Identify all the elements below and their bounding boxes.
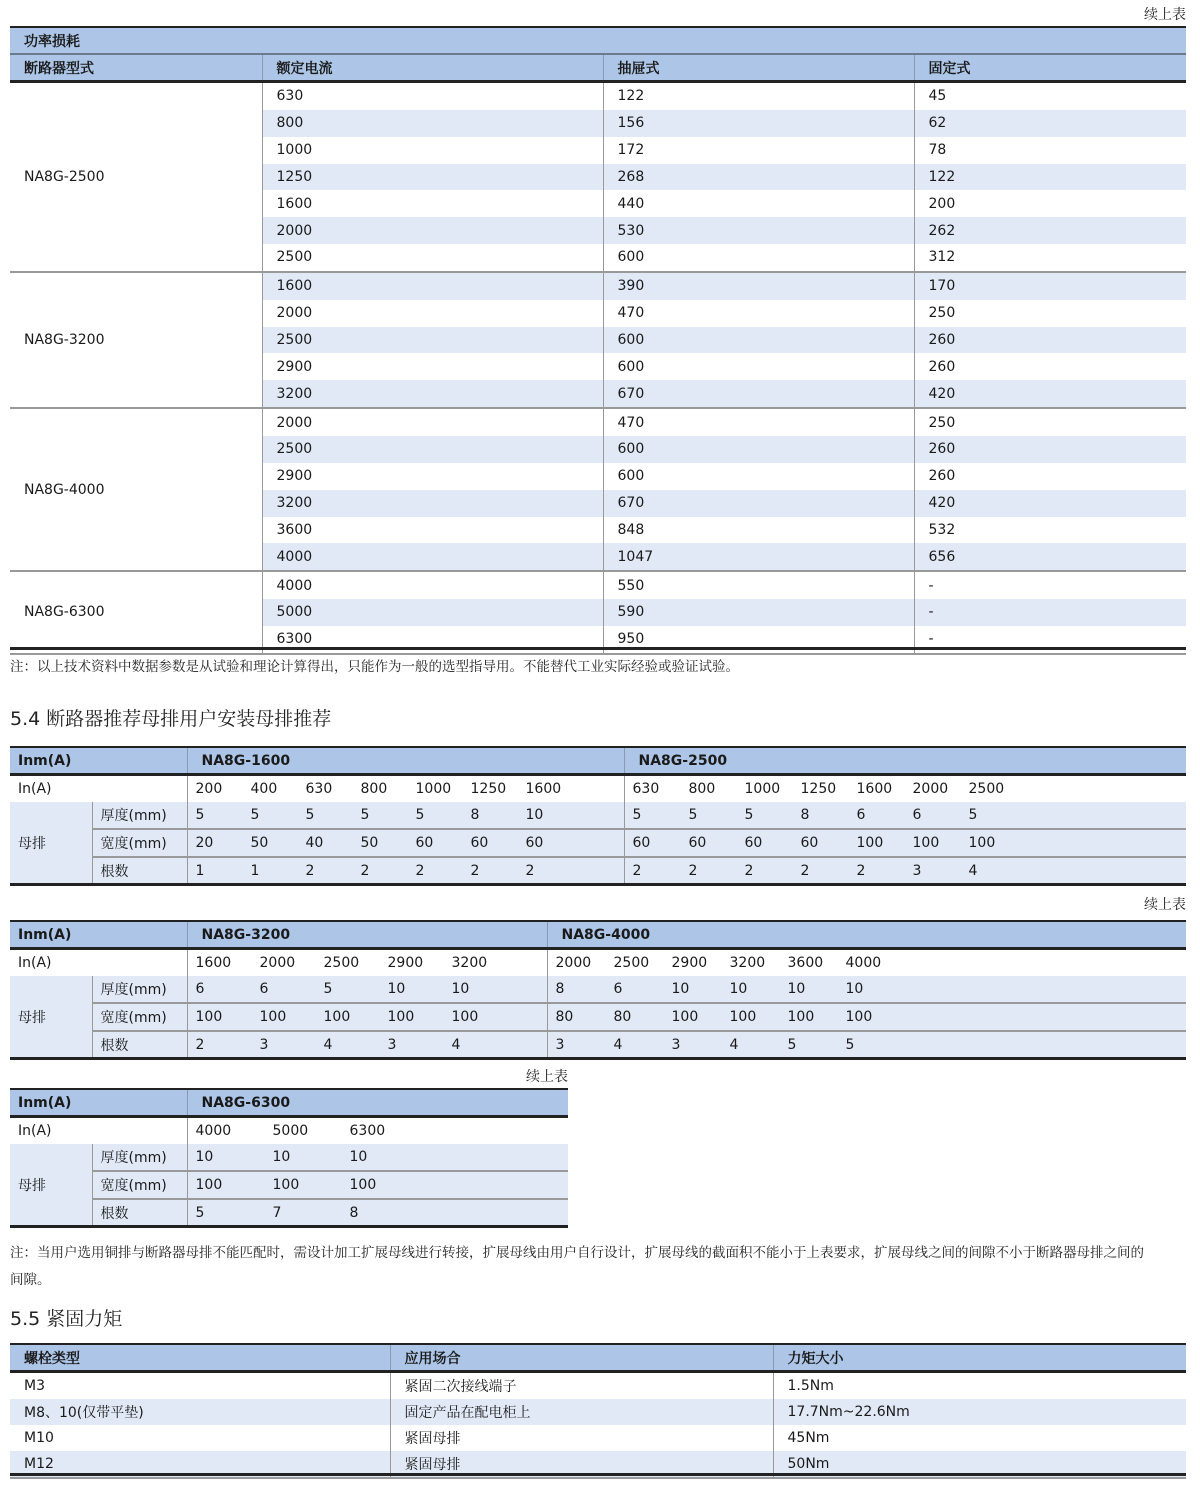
count-value: 8 bbox=[349, 1205, 359, 1221]
in-row bbox=[10, 1117, 568, 1145]
width-value: 100 bbox=[912, 835, 940, 851]
table-bottom-rule bbox=[10, 647, 1186, 650]
bolt-type: M12 bbox=[10, 1451, 390, 1478]
drawout-loss: 600 bbox=[603, 436, 914, 463]
in-value: 1250 bbox=[800, 781, 837, 797]
thickness-value: 6 bbox=[259, 981, 269, 997]
count-value: 2 bbox=[415, 863, 425, 879]
fixed-loss: 262 bbox=[914, 217, 1186, 244]
drawout-loss: 600 bbox=[603, 244, 914, 272]
busbar-table-1 bbox=[10, 746, 1186, 886]
count-value: 2 bbox=[688, 863, 698, 879]
section-5-4-title: 5.4 断路器推荐母排用户安装母排推荐 bbox=[10, 708, 332, 730]
thickness-value: 8 bbox=[800, 807, 810, 823]
in-value: 3200 bbox=[729, 955, 766, 971]
count-value: 2 bbox=[525, 863, 535, 879]
drawout-loss: 530 bbox=[603, 217, 914, 244]
fixed-loss: 250 bbox=[914, 300, 1186, 327]
fixed-loss: 260 bbox=[914, 327, 1186, 354]
rated-current: 1250 bbox=[262, 164, 603, 191]
in-value: 3200 bbox=[451, 955, 488, 971]
width-value: 50 bbox=[360, 835, 379, 851]
busbar-label: 母排 bbox=[10, 1144, 92, 1227]
drawout-loss: 122 bbox=[603, 82, 914, 110]
header-application: 应用场合 bbox=[390, 1344, 773, 1372]
count-value: 4 bbox=[729, 1037, 739, 1053]
width-values bbox=[547, 1003, 1186, 1031]
width-values bbox=[187, 1171, 568, 1199]
count-value: 7 bbox=[272, 1205, 282, 1221]
model-name: NA8G-6300 bbox=[187, 1089, 568, 1117]
fixed-loss: - bbox=[914, 599, 1186, 626]
width-value: 60 bbox=[525, 835, 544, 851]
thickness-value: 5 bbox=[744, 807, 754, 823]
in-value: 630 bbox=[305, 781, 333, 797]
rated-current: 3200 bbox=[262, 380, 603, 408]
rated-current: 3600 bbox=[262, 517, 603, 544]
fixed-loss: 260 bbox=[914, 463, 1186, 490]
header-model: 断路器型式 bbox=[10, 54, 262, 82]
in-value: 2500 bbox=[613, 955, 650, 971]
model-name: NA8G-1600 bbox=[187, 747, 624, 775]
busbar-label: 母排 bbox=[10, 802, 92, 885]
fixed-loss: 250 bbox=[914, 408, 1186, 436]
torque-row bbox=[10, 1372, 1186, 1400]
table-row bbox=[10, 82, 1186, 110]
width-values bbox=[624, 829, 1186, 857]
width-value: 60 bbox=[800, 835, 819, 851]
rated-current: 1600 bbox=[262, 272, 603, 300]
count-label: 根数 bbox=[92, 1031, 187, 1059]
in-value: 4000 bbox=[845, 955, 882, 971]
in-values bbox=[624, 775, 1186, 803]
fixed-loss: 78 bbox=[914, 137, 1186, 164]
in-values bbox=[547, 949, 1186, 977]
in-value: 4000 bbox=[195, 1123, 232, 1139]
drawout-loss: 848 bbox=[603, 517, 914, 544]
in-label: In(A) bbox=[10, 775, 187, 803]
drawout-loss: 600 bbox=[603, 327, 914, 354]
application: 紧固母排 bbox=[390, 1451, 773, 1478]
count-values bbox=[624, 857, 1186, 885]
busbar-table-2 bbox=[10, 920, 1186, 1060]
drawout-loss: 156 bbox=[603, 110, 914, 137]
thickness-values bbox=[624, 802, 1186, 829]
width-value: 40 bbox=[305, 835, 324, 851]
fixed-loss: 260 bbox=[914, 436, 1186, 463]
torque-value: 1.5Nm bbox=[773, 1372, 1186, 1400]
header-drawout: 抽屉式 bbox=[603, 54, 914, 82]
thickness-value: 5 bbox=[415, 807, 425, 823]
fixed-loss: - bbox=[914, 571, 1186, 599]
count-values bbox=[547, 1031, 1186, 1059]
count-value: 2 bbox=[305, 863, 315, 879]
thickness-value: 5 bbox=[688, 807, 698, 823]
fixed-loss: - bbox=[914, 626, 1186, 654]
width-value: 100 bbox=[272, 1177, 300, 1193]
width-value: 100 bbox=[323, 1009, 351, 1025]
count-value: 2 bbox=[856, 863, 866, 879]
width-row bbox=[10, 1171, 568, 1199]
thickness-value: 5 bbox=[305, 807, 315, 823]
rated-current: 4000 bbox=[262, 543, 603, 571]
rated-current: 4000 bbox=[262, 571, 603, 599]
thickness-value: 6 bbox=[613, 981, 623, 997]
rated-current: 2500 bbox=[262, 327, 603, 354]
fixed-loss: 45 bbox=[914, 82, 1186, 110]
rated-current: 630 bbox=[262, 82, 603, 110]
rated-current: 5000 bbox=[262, 599, 603, 626]
busbar-table-3 bbox=[10, 1088, 568, 1228]
rated-current: 1000 bbox=[262, 137, 603, 164]
count-value: 5 bbox=[787, 1037, 797, 1053]
thickness-value: 8 bbox=[555, 981, 565, 997]
count-value: 4 bbox=[451, 1037, 461, 1053]
drawout-loss: 590 bbox=[603, 599, 914, 626]
width-value: 60 bbox=[688, 835, 707, 851]
torque-value: 50Nm bbox=[773, 1451, 1186, 1478]
rated-current: 2900 bbox=[262, 353, 603, 380]
table-row bbox=[10, 571, 1186, 599]
thickness-value: 5 bbox=[250, 807, 260, 823]
power-loss-title: 功率损耗 bbox=[10, 27, 1186, 54]
thickness-row bbox=[10, 1144, 568, 1171]
count-label: 根数 bbox=[92, 1199, 187, 1227]
in-value: 3600 bbox=[787, 955, 824, 971]
count-value: 4 bbox=[323, 1037, 333, 1053]
thickness-values bbox=[187, 1144, 568, 1171]
note-busbar-line1: 注：当用户选用铜排与断路器母排不能匹配时，需设计加工扩展母线进行转接，扩展母线由用户自行设计，扩展母线的截面积不能小于上表要求，扩展母线之间的间隙不小于断路器母排之间的 bbox=[10, 1245, 1144, 1261]
fixed-loss: 420 bbox=[914, 380, 1186, 408]
drawout-loss: 440 bbox=[603, 190, 914, 217]
count-values bbox=[187, 857, 624, 885]
width-value: 100 bbox=[729, 1009, 757, 1025]
application: 紧固二次接线端子 bbox=[390, 1372, 773, 1400]
width-value: 100 bbox=[451, 1009, 479, 1025]
width-value: 100 bbox=[195, 1177, 223, 1193]
application: 固定产品在配电柜上 bbox=[390, 1399, 773, 1425]
fixed-loss: 62 bbox=[914, 110, 1186, 137]
in-value: 2500 bbox=[968, 781, 1005, 797]
section-5-5-title: 5.5 紧固力矩 bbox=[10, 1308, 123, 1330]
thickness-value: 8 bbox=[470, 807, 480, 823]
thickness-value: 5 bbox=[360, 807, 370, 823]
torque-value: 45Nm bbox=[773, 1425, 1186, 1451]
busbar-header-row bbox=[10, 921, 1186, 949]
inm-label: Inm(A) bbox=[10, 747, 187, 775]
count-value: 2 bbox=[470, 863, 480, 879]
thickness-value: 6 bbox=[912, 807, 922, 823]
thickness-value: 5 bbox=[632, 807, 642, 823]
drawout-loss: 600 bbox=[603, 463, 914, 490]
width-label: 宽度(mm) bbox=[92, 829, 187, 857]
table-row bbox=[10, 272, 1186, 300]
table-bottom-rule bbox=[10, 883, 1186, 886]
in-value: 2000 bbox=[555, 955, 592, 971]
in-row bbox=[10, 775, 1186, 803]
drawout-loss: 172 bbox=[603, 137, 914, 164]
width-value: 100 bbox=[195, 1009, 223, 1025]
drawout-loss: 670 bbox=[603, 380, 914, 408]
width-value: 100 bbox=[787, 1009, 815, 1025]
width-value: 100 bbox=[845, 1009, 873, 1025]
bolt-type: M10 bbox=[24, 1430, 54, 1446]
drawout-loss: 470 bbox=[603, 300, 914, 327]
in-value: 400 bbox=[250, 781, 278, 797]
torque-value: 17.7Nm~22.6Nm bbox=[773, 1399, 1186, 1425]
width-values bbox=[187, 829, 624, 857]
in-value: 1250 bbox=[470, 781, 507, 797]
fixed-loss: 200 bbox=[914, 190, 1186, 217]
table-row bbox=[10, 408, 1186, 436]
count-value: 5 bbox=[195, 1205, 205, 1221]
table-bottom-rule bbox=[10, 1057, 1186, 1060]
drawout-loss: 470 bbox=[603, 408, 914, 436]
width-value: 80 bbox=[613, 1009, 632, 1025]
torque-row bbox=[10, 1399, 1186, 1425]
thickness-value: 10 bbox=[451, 981, 470, 997]
busbar-header-row bbox=[10, 1089, 568, 1117]
application: 紧固母排 bbox=[390, 1425, 773, 1451]
in-label: In(A) bbox=[10, 949, 187, 977]
thickness-value: 6 bbox=[195, 981, 205, 997]
rated-current: 2500 bbox=[262, 244, 603, 272]
rated-current: 6300 bbox=[262, 626, 603, 654]
width-value: 60 bbox=[632, 835, 651, 851]
thickness-value: 10 bbox=[671, 981, 690, 997]
thickness-value: 10 bbox=[845, 981, 864, 997]
thickness-value: 6 bbox=[856, 807, 866, 823]
fixed-loss: 312 bbox=[914, 244, 1186, 272]
note-busbar-line2: 间隙。 bbox=[10, 1272, 51, 1288]
fixed-loss: 420 bbox=[914, 490, 1186, 517]
in-value: 2500 bbox=[323, 955, 360, 971]
torque-row bbox=[10, 1425, 1186, 1451]
count-label: 根数 bbox=[92, 857, 187, 885]
busbar-header-row bbox=[10, 747, 1186, 775]
busbar-label: 母排 bbox=[10, 976, 92, 1059]
breaker-model: NA8G-6300 bbox=[10, 571, 262, 654]
count-row bbox=[10, 1199, 568, 1227]
width-row bbox=[10, 1003, 1186, 1031]
count-value: 3 bbox=[671, 1037, 681, 1053]
width-label: 宽度(mm) bbox=[92, 1171, 187, 1199]
thickness-value: 10 bbox=[272, 1149, 291, 1165]
count-value: 1 bbox=[250, 863, 260, 879]
drawout-loss: 600 bbox=[603, 353, 914, 380]
in-row bbox=[10, 949, 1186, 977]
fixed-loss: 122 bbox=[914, 164, 1186, 191]
fixed-loss: 532 bbox=[914, 517, 1186, 544]
count-value: 4 bbox=[968, 863, 978, 879]
thickness-values bbox=[187, 976, 547, 1003]
width-value: 100 bbox=[387, 1009, 415, 1025]
in-value: 1600 bbox=[195, 955, 232, 971]
drawout-loss: 1047 bbox=[603, 543, 914, 571]
width-value: 20 bbox=[195, 835, 214, 851]
fixed-loss: 170 bbox=[914, 272, 1186, 300]
in-value: 6300 bbox=[349, 1123, 386, 1139]
width-label: 宽度(mm) bbox=[92, 1003, 187, 1031]
in-value: 630 bbox=[632, 781, 660, 797]
rated-current: 2000 bbox=[262, 300, 603, 327]
breaker-model: NA8G-4000 bbox=[10, 408, 262, 571]
thickness-values bbox=[547, 976, 1186, 1003]
width-value: 60 bbox=[744, 835, 763, 851]
in-value: 200 bbox=[195, 781, 223, 797]
count-value: 5 bbox=[845, 1037, 855, 1053]
count-row bbox=[10, 857, 1186, 885]
thickness-value: 5 bbox=[195, 807, 205, 823]
bolt-type: M3 bbox=[24, 1378, 45, 1394]
thickness-value: 10 bbox=[787, 981, 806, 997]
thickness-value: 10 bbox=[349, 1149, 368, 1165]
thickness-value: 5 bbox=[323, 981, 333, 997]
breaker-model: NA8G-2500 bbox=[10, 82, 262, 272]
in-values bbox=[187, 949, 547, 977]
in-values bbox=[187, 1117, 568, 1145]
rated-current: 2000 bbox=[262, 408, 603, 436]
inm-label: Inm(A) bbox=[10, 921, 187, 949]
in-value: 1000 bbox=[415, 781, 452, 797]
rated-current: 2000 bbox=[262, 217, 603, 244]
width-value: 100 bbox=[349, 1177, 377, 1193]
header-torque: 力矩大小 bbox=[773, 1344, 1186, 1372]
in-value: 2900 bbox=[387, 955, 424, 971]
model-name: NA8G-3200 bbox=[187, 921, 547, 949]
thickness-value: 10 bbox=[525, 807, 544, 823]
drawout-loss: 268 bbox=[603, 164, 914, 191]
count-value: 2 bbox=[195, 1037, 205, 1053]
width-value: 100 bbox=[856, 835, 884, 851]
in-value: 800 bbox=[360, 781, 388, 797]
note-power-loss: 注：以上技术资料中数据参数是从试验和理论计算得出，只能作为一般的选型指导用。不能替代工业实际经验或验证试验。 bbox=[10, 659, 739, 675]
width-value: 100 bbox=[259, 1009, 287, 1025]
in-value: 2000 bbox=[259, 955, 296, 971]
continued-label: 续上表 bbox=[1144, 7, 1186, 23]
count-value: 2 bbox=[800, 863, 810, 879]
drawout-loss: 550 bbox=[603, 571, 914, 599]
count-value: 2 bbox=[744, 863, 754, 879]
fixed-loss: 656 bbox=[914, 543, 1186, 571]
width-value: 80 bbox=[555, 1009, 574, 1025]
torque-table bbox=[10, 1343, 1186, 1479]
breaker-model: NA8G-3200 bbox=[10, 272, 262, 408]
count-row bbox=[10, 1031, 1186, 1059]
in-value: 2000 bbox=[912, 781, 949, 797]
drawout-loss: 950 bbox=[603, 626, 914, 654]
width-values bbox=[187, 1003, 547, 1031]
rated-current: 2900 bbox=[262, 463, 603, 490]
count-value: 3 bbox=[259, 1037, 269, 1053]
rated-current: 3200 bbox=[262, 490, 603, 517]
thickness-label: 厚度(mm) bbox=[92, 976, 187, 1003]
width-value: 60 bbox=[470, 835, 489, 851]
count-values bbox=[187, 1199, 568, 1227]
model-name: NA8G-2500 bbox=[624, 747, 1186, 775]
fixed-loss: 260 bbox=[914, 353, 1186, 380]
thickness-value: 10 bbox=[729, 981, 748, 997]
model-name: NA8G-4000 bbox=[547, 921, 1186, 949]
count-values bbox=[187, 1031, 547, 1059]
width-value: 100 bbox=[671, 1009, 699, 1025]
in-value: 1600 bbox=[856, 781, 893, 797]
thickness-row bbox=[10, 802, 1186, 829]
count-value: 3 bbox=[912, 863, 922, 879]
count-value: 1 bbox=[195, 863, 205, 879]
rated-current: 800 bbox=[262, 110, 603, 137]
header-bolt-type: 螺栓类型 bbox=[10, 1344, 390, 1372]
thickness-value: 5 bbox=[968, 807, 978, 823]
drawout-loss: 390 bbox=[603, 272, 914, 300]
note-busbar bbox=[10, 1240, 1190, 1294]
thickness-value: 10 bbox=[387, 981, 406, 997]
count-value: 2 bbox=[360, 863, 370, 879]
in-values bbox=[187, 775, 624, 803]
thickness-values bbox=[187, 802, 624, 829]
thickness-row bbox=[10, 976, 1186, 1003]
in-value: 800 bbox=[688, 781, 716, 797]
power-loss-table bbox=[10, 26, 1186, 655]
count-value: 4 bbox=[613, 1037, 623, 1053]
header-fixed: 固定式 bbox=[914, 54, 1186, 82]
bolt-type: M8、10(仅带平垫) bbox=[10, 1399, 390, 1425]
count-value: 3 bbox=[555, 1037, 565, 1053]
continued-label: 续上表 bbox=[526, 1069, 568, 1085]
in-value: 1000 bbox=[744, 781, 781, 797]
table-bottom-rule bbox=[10, 1473, 1186, 1476]
header-rated-current: 额定电流 bbox=[262, 54, 603, 82]
inm-label: Inm(A) bbox=[10, 1089, 187, 1117]
width-value: 100 bbox=[968, 835, 996, 851]
thickness-value: 10 bbox=[195, 1149, 214, 1165]
in-value: 5000 bbox=[272, 1123, 309, 1139]
width-row bbox=[10, 829, 1186, 857]
in-label: In(A) bbox=[10, 1117, 187, 1145]
width-value: 50 bbox=[250, 835, 269, 851]
width-value: 60 bbox=[415, 835, 434, 851]
rated-current: 1600 bbox=[262, 190, 603, 217]
thickness-label: 厚度(mm) bbox=[92, 802, 187, 829]
thickness-label: 厚度(mm) bbox=[92, 1144, 187, 1171]
drawout-loss: 670 bbox=[603, 490, 914, 517]
rated-current: 2500 bbox=[262, 436, 603, 463]
in-value: 1600 bbox=[525, 781, 562, 797]
count-value: 2 bbox=[632, 863, 642, 879]
continued-label: 续上表 bbox=[1144, 897, 1186, 913]
count-value: 3 bbox=[387, 1037, 397, 1053]
table-bottom-rule bbox=[10, 1225, 568, 1228]
in-value: 2900 bbox=[671, 955, 708, 971]
